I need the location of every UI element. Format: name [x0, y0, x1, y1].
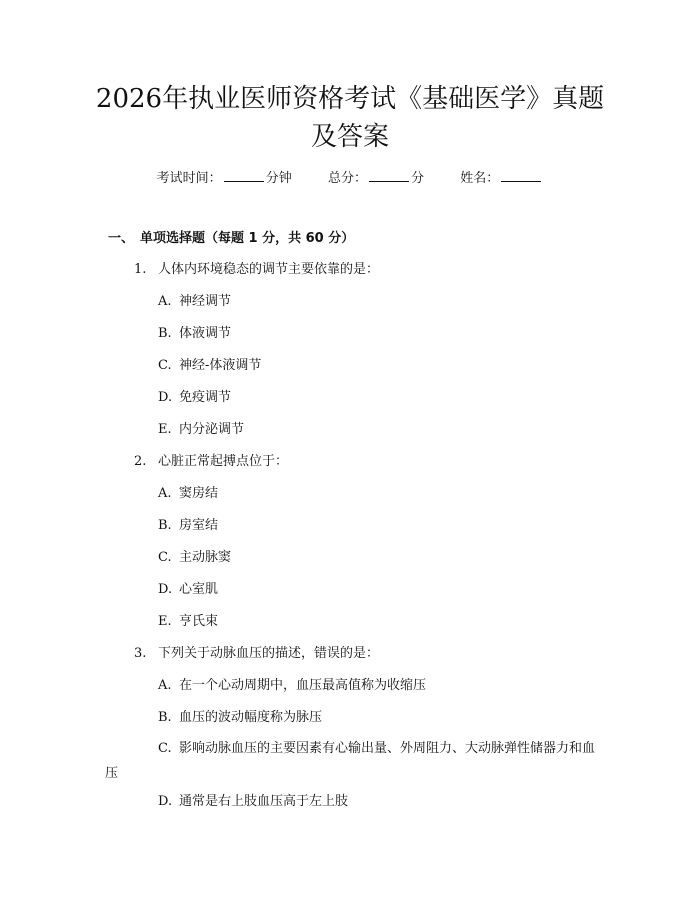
- q2-option-e: [158, 613, 218, 631]
- question-text: 心脏正常起搏点位于：: [158, 454, 289, 469]
- q3-option-a: [158, 677, 426, 695]
- option-letter: D.: [158, 582, 173, 597]
- option-letter: A.: [158, 486, 172, 501]
- option-text: 神经调节: [179, 294, 232, 309]
- option-letter: B.: [158, 326, 172, 341]
- score-unit: 分: [411, 171, 425, 186]
- question-text: 下列关于动脉血压的描述，错误的是：: [158, 646, 380, 661]
- q2-option-b: [158, 517, 218, 535]
- question-2: [134, 453, 288, 471]
- option-letter: C.: [158, 358, 172, 373]
- question-3: [134, 645, 379, 663]
- option-text: 通常是右上肢血压高于左上肢: [179, 794, 349, 809]
- option-text: 窦房结: [179, 486, 219, 501]
- q2-option-d: [158, 581, 218, 599]
- option-text: 神经-体液调节: [179, 358, 262, 373]
- section-heading: [108, 230, 354, 248]
- q1-option-d: [158, 389, 231, 407]
- option-text: 内分泌调节: [179, 422, 245, 437]
- option-text: 房室结: [179, 518, 219, 533]
- option-text: 体液调节: [179, 326, 232, 341]
- score-blank: [369, 169, 409, 182]
- option-text: 亨氏束: [179, 614, 219, 629]
- option-text: 心室肌: [179, 582, 219, 597]
- option-text: 血压的波动幅度称为脉压: [179, 710, 323, 725]
- question-text: 人体内环境稳态的调节主要依靠的是：: [158, 262, 380, 277]
- q1-option-a: [158, 293, 231, 311]
- option-letter: D.: [158, 794, 173, 809]
- question-1: [134, 261, 379, 279]
- time-label: 考试时间：: [156, 171, 222, 186]
- question-number: 1.: [134, 262, 147, 277]
- title-line-2: 及答案: [310, 122, 389, 152]
- time-blank: [224, 169, 264, 182]
- q3-option-b: [158, 709, 322, 727]
- option-letter: B.: [158, 710, 172, 725]
- option-text: 影响动脉血压的主要因素有心输出量、外周阻力、大动脉弹性储器力和血压: [105, 741, 596, 781]
- document-title: [60, 80, 640, 156]
- option-letter: D.: [158, 390, 173, 405]
- q3-option-c: [105, 736, 597, 786]
- q2-option-c: [158, 549, 231, 567]
- question-number: 3.: [134, 646, 147, 661]
- q2-option-a: [158, 485, 218, 503]
- time-unit: 分钟: [265, 171, 292, 186]
- q3-option-d: [158, 793, 348, 811]
- option-letter: A.: [158, 294, 172, 309]
- section-title: 单项选择题（每题 1 分，共 60 分）: [140, 231, 355, 246]
- option-text: 免疫调节: [179, 390, 232, 405]
- exam-meta: [0, 169, 700, 188]
- name-label: 姓名：: [460, 171, 500, 186]
- q1-option-e: [158, 421, 244, 439]
- option-letter: C.: [158, 550, 172, 565]
- score-label: 总分：: [327, 171, 367, 186]
- option-letter: B.: [158, 518, 172, 533]
- option-letter: E.: [158, 614, 172, 629]
- q1-option-c: [158, 357, 261, 375]
- option-letter: A.: [158, 678, 172, 693]
- section-number: 一、: [108, 231, 135, 246]
- question-number: 2.: [134, 454, 147, 469]
- title-line-1: 2026年执业医师资格考试《基础医学》真题: [95, 84, 605, 114]
- option-text: 在一个心动周期中，血压最高值称为收缩压: [179, 678, 427, 693]
- option-letter: E.: [158, 422, 172, 437]
- option-text: 主动脉窦: [179, 550, 232, 565]
- name-blank: [501, 169, 541, 182]
- q1-option-b: [158, 325, 231, 343]
- option-letter: C.: [158, 741, 172, 756]
